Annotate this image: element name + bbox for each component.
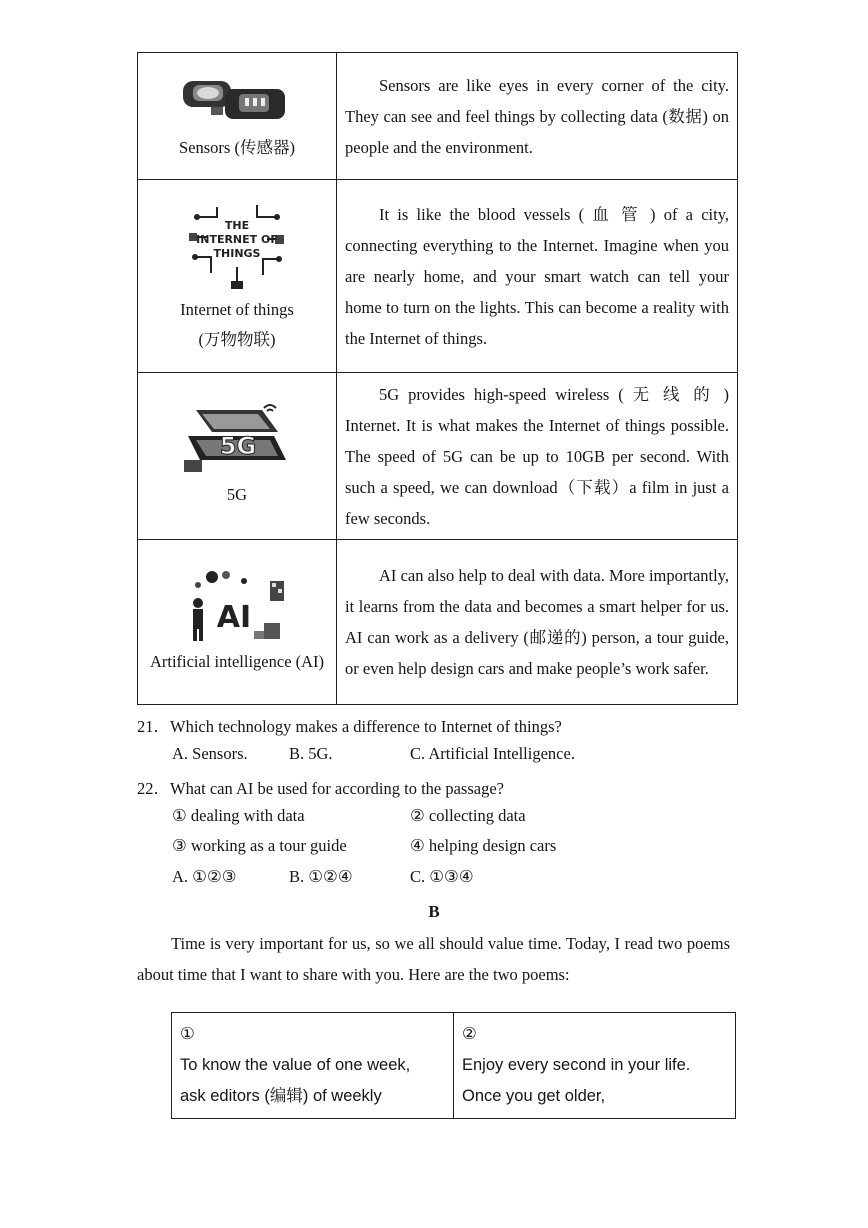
question-21-option-a[interactable]: A. Sensors. [172,744,248,763]
question-22-option-c[interactable]: C. ①③④ [410,867,474,886]
question-22-option-b[interactable]: B. ①②④ [289,867,353,886]
section-b-paragraph: Time is very important for us, so we all should value time. Today, I read two poems about time that I want to share with you. Here are the two poems: [137,934,730,984]
sensors-image [177,69,297,129]
poem-2-number: ② [462,1025,477,1043]
question-21-stem: 21．Which technology makes a difference to Internet of things? [137,717,562,736]
table-row-sensors [138,53,738,180]
question-22-item-3: ③ working as a tour guide [172,836,347,855]
5g-label: 5G [226,485,248,504]
internet-of-things-image [187,197,287,291]
ai-label: Artificial intelligence (AI) [149,652,325,671]
iot-description: It is like the blood vessels ( 血 管 ) of a city, connecting everything to the Internet. Imagine when you are nearly home, and your smart watch can tell your home to turn on the lights. This can become a reality with the Internet of things. [337,180,738,373]
table-row-ai [138,540,738,705]
section-b-heading: B [428,902,440,921]
poem-1-line-2: ask editors (编辑) of weekly [180,1087,382,1105]
question-21-option-c[interactable]: C. Artificial Intelligence. [410,744,575,763]
5g-image-text: 5G [219,432,257,460]
5g-image [182,402,292,476]
iot-label-line2: (万物物联) [198,330,276,349]
iot-label-line1: Internet of things [180,300,294,319]
iot-image-text-3: THINGS [213,247,261,260]
question-22-item-4: ④ helping design cars [410,836,557,855]
ai-image [182,567,292,643]
poem-1-number: ① [180,1025,195,1043]
5g-cell [138,373,337,540]
poems-row [172,1013,736,1119]
question-22-item-2: ② collecting data [410,806,526,825]
question-22-item-1: ① dealing with data [172,806,305,825]
table-row-internet-of-things [138,180,738,373]
question-21-option-b[interactable]: B. 5G. [289,744,333,763]
ai-description: AI can also help to deal with data. More importantly, it learns from the data and becomes a smart helper for us. AI can work as a delivery (邮递的) person, a tour guide, or even help design cars and make people’s work safer. [337,540,738,705]
poem-2-line-1: Enjoy every second in your life. [462,1056,691,1074]
ai-cell [138,540,337,705]
poem-2-line-2: Once you get older, [462,1087,606,1105]
poems-table [171,1012,736,1119]
iot-cell [138,180,337,373]
poem-1-line-1: To know the value of one week, [180,1056,411,1074]
sensors-cell [138,53,337,180]
question-22-option-a[interactable]: A. ①②③ [172,867,237,886]
question-22-stem: 22．What can AI be used for according to the passage? [137,779,504,798]
iot-image-text-2: INTERNET OF [196,233,278,246]
poem-1 [172,1013,454,1119]
5g-description: 5G provides high-speed wireless ( 无 线 的 ) Internet. It is what makes the Internet of things possible. The speed of 5G can be up to 10GB per second. With such a speed, we can download（下载）a film in just a few seconds. [337,373,738,540]
sensors-description: Sensors are like eyes in every corner of the city. They can see and feel things by collecting data (数据) on people and the environment. [337,53,738,180]
technology-table [137,52,738,705]
sensors-label: Sensors (传感器) [179,138,295,157]
iot-image-text-1: THE [224,219,250,232]
table-row-5g [138,373,738,540]
ai-image-text: AI [216,600,252,635]
poem-2 [454,1013,736,1119]
